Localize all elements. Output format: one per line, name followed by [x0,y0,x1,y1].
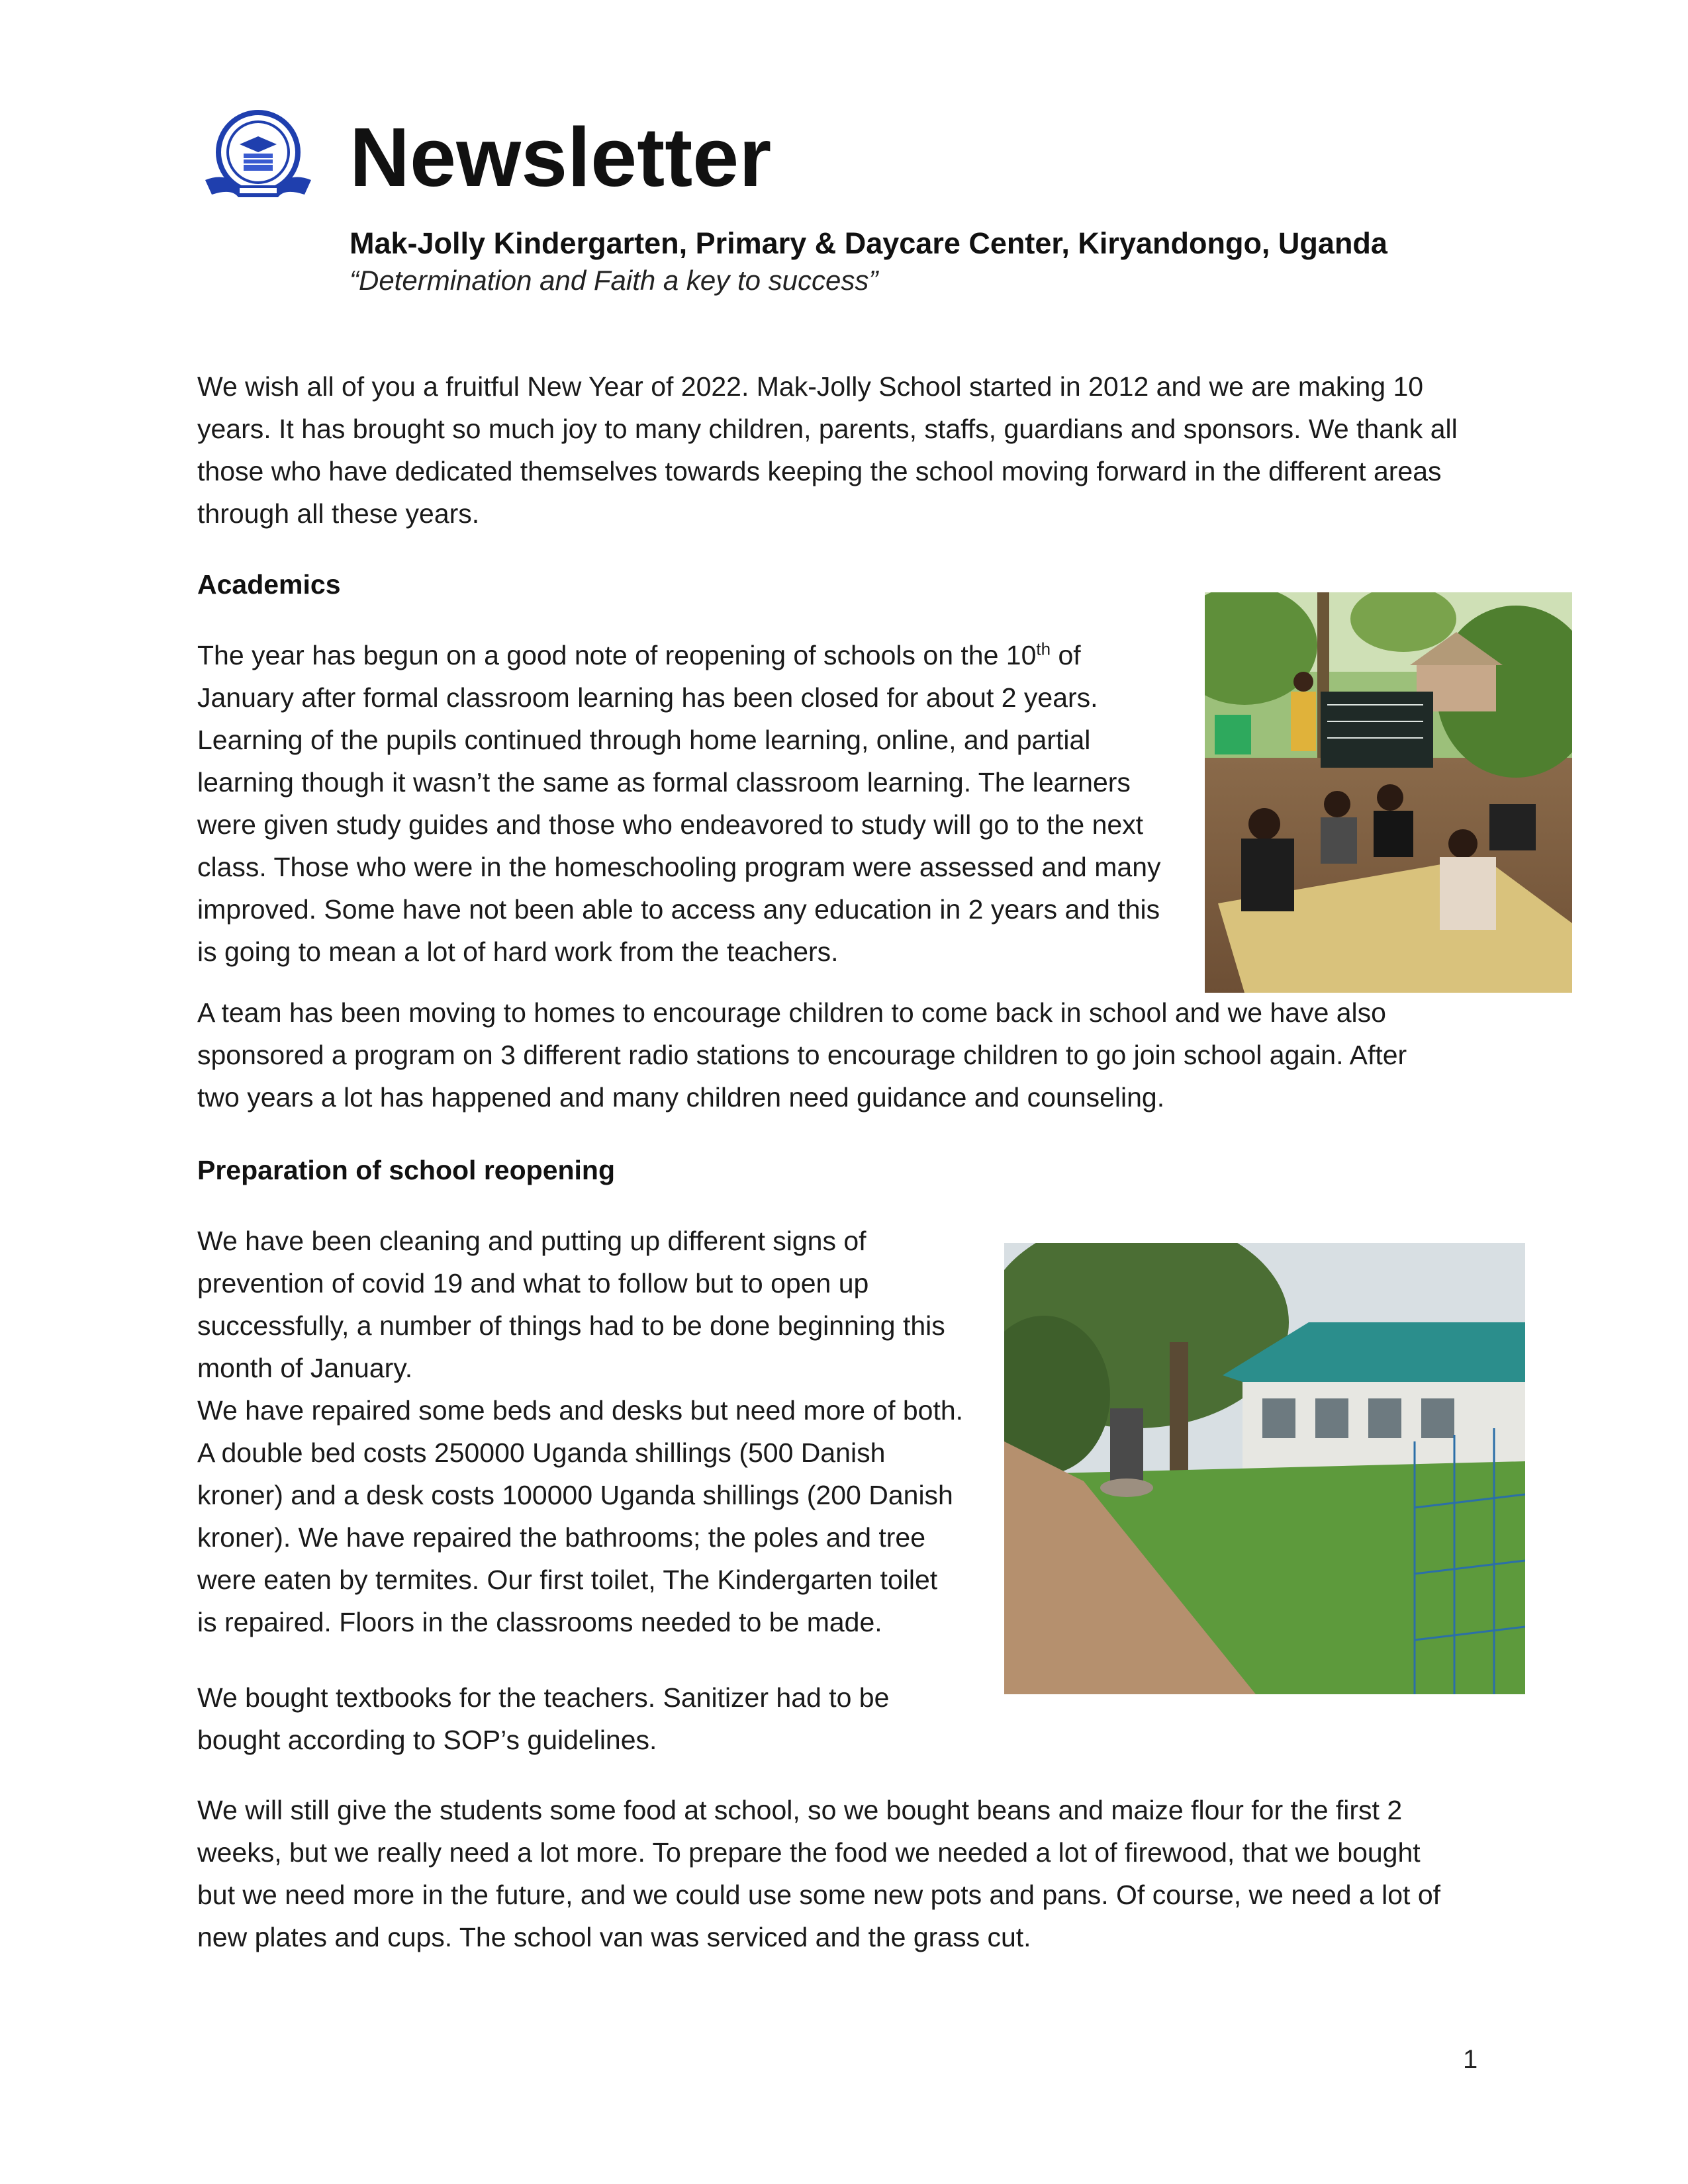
intro-paragraph [197,365,1521,535]
academics-heading: Academics [197,569,341,600]
academics-paragraph [197,634,1190,973]
school-building-photo [1004,1243,1525,1694]
text-line: The year has begun on a good note of reopening of schools on the 10th of [197,639,1081,670]
text-line: kroner) and a desk costs 100000 Uganda shillings (200 Danish [197,1480,953,1510]
text-line: improved. Some have not been able to access any education in 2 years and this [197,894,1160,925]
text-line: those who have dedicated themselves towards keeping the school moving forward in the different areas [197,456,1442,486]
text-line: years. It has brought so much joy to many children, parents, staffs, guardians and sponsors. We thank all [197,414,1458,444]
text-line: but we need more in the future, and we could use some new pots and pans. Of course, we need a lot of [197,1880,1441,1910]
text-line: We have repaired some beds and desks but need more of both. [197,1395,964,1426]
text-line: class. Those who were in the homeschooling program were assessed and many [197,852,1161,882]
text-line: prevention of covid 19 and what to follow but to open up [197,1268,869,1298]
text-line: two years a lot has happened and many children need guidance and counseling. [197,1082,1165,1113]
preparation-heading: Preparation of school reopening [197,1155,616,1185]
text-line: through all these years. [197,498,480,529]
text-line: month of January. [197,1353,413,1383]
page-number: 1 [1463,2045,1478,2074]
text-line: bought according to SOP’s guidelines. [197,1725,657,1755]
text-line: kroner). We have repaired the bathrooms; the poles and tree [197,1522,926,1553]
text-line: A double bed costs 250000 Uganda shillings (500 Danish [197,1437,886,1468]
text-line: We have been cleaning and putting up different signs of [197,1226,867,1256]
text-line: is going to mean a lot of hard work from the teachers. [197,936,839,967]
text-line: We wish all of you a fruitful New Year of 2022. Mak-Jolly School started in 2012 and we are making 10 [197,371,1424,402]
text-line: Learning of the pupils continued through home learning, online, and partial [197,725,1091,755]
text-line: We will still give the students some food at school, so we bought beans and maize flour for the first 2 [197,1795,1403,1825]
text-line: January after formal classroom learning has been closed for about 2 years. [197,682,1098,713]
outdoor-classroom-photo [1205,592,1572,993]
text-line: were eaten by termites. Our first toilet, The Kindergarten toilet [197,1565,938,1595]
text-line: is repaired. Floors in the classrooms needed to be made. [197,1607,882,1637]
outreach-paragraph [197,991,1554,1118]
school-logo [199,106,318,205]
text-line: We bought textbooks for the teachers. Sanitizer had to be [197,1682,890,1713]
textbooks-paragraph [197,1676,1005,1761]
text-line: new plates and cups. The school van was serviced and the grass cut. [197,1922,1031,1952]
text-line: successfully, a number of things had to be done beginning this [197,1310,945,1341]
school-motto: “Determination and Faith a key to success” [350,265,878,296]
food-paragraph [197,1789,1554,1958]
preparation-paragraph [197,1220,1005,1643]
school-name: Mak-Jolly Kindergarten, Primary & Daycare Center, Kiryandongo, Uganda [350,226,1387,260]
text-line: sponsored a program on 3 different radio stations to encourage children to go join school again. After [197,1040,1407,1070]
text-line: were given study guides and those who endeavored to study will go to the next [197,809,1144,840]
text-line: weeks, but we really need a lot more. To prepare the food we needed a lot of firewood, that we bought [197,1837,1421,1868]
newsletter-title: Newsletter [350,111,772,204]
text-line: A team has been moving to homes to encourage children to come back in school and we have also [197,997,1386,1028]
text-line: learning though it wasn’t the same as formal classroom learning. The learners [197,767,1131,797]
